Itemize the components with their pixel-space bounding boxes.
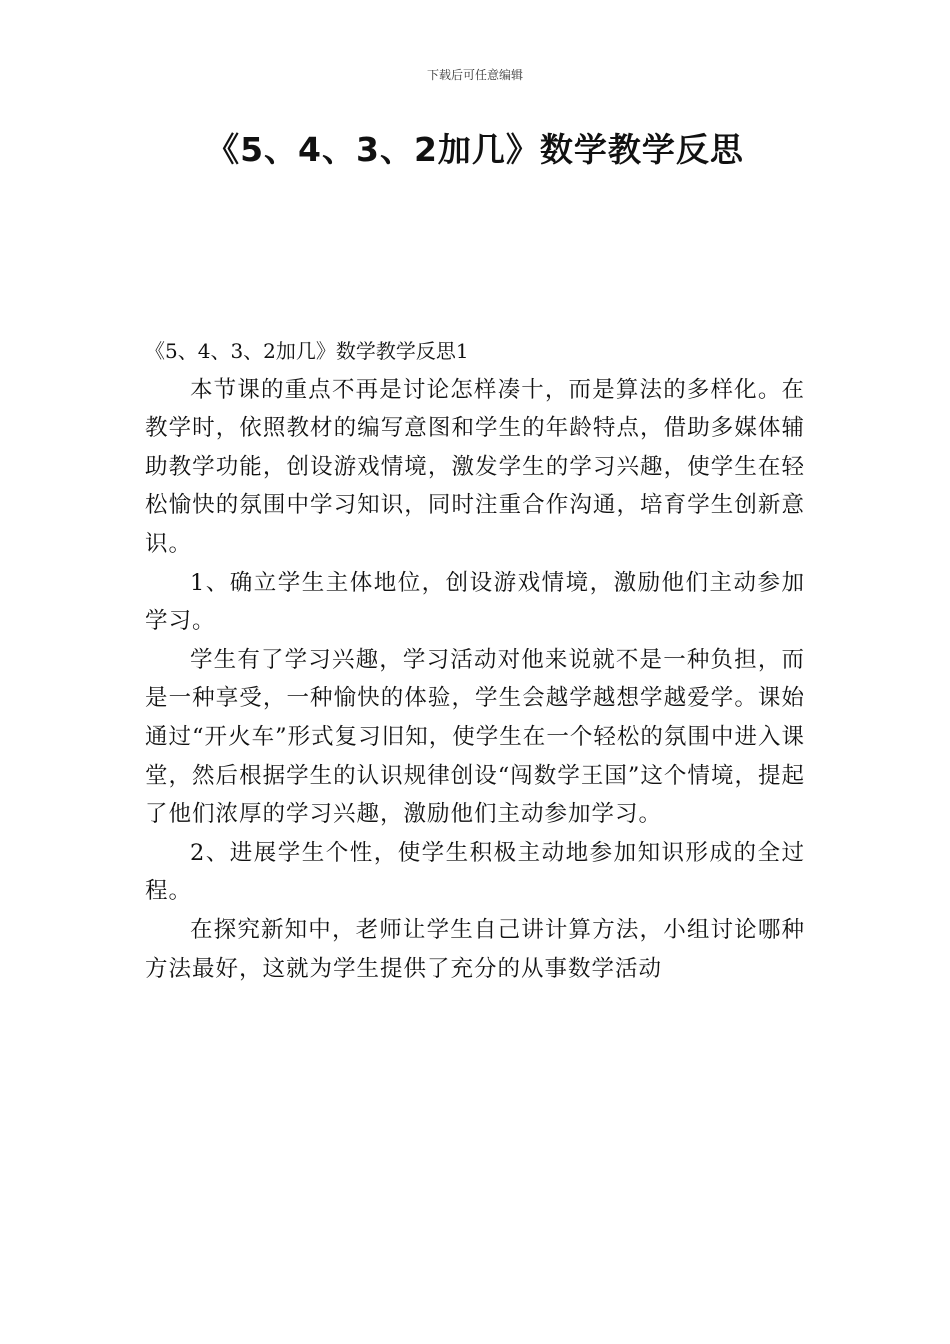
paragraph: 本节课的重点不再是讨论怎样凑十，而是算法的多样化。在教学时，依照教材的编写意图和学生的年龄特点，借助多媒体辅助教学功能，创设游戏情境，激发学生的学习兴趣，使学生在轻松愉快的氛围中学习知识，同时注重合作沟通，培育学生创新意识。 <box>145 376 805 557</box>
header-note: 下载后可任意编辑 <box>426 68 523 82</box>
paragraph: 在探究新知中，老师让学生自己讲计算方法，小组讨论哪种方法最好，这就为学生提供了充分的从事数学活动 <box>145 916 805 982</box>
paragraph: 2、进展学生个性，使学生积极主动地参加知识形成的全过程。 <box>145 839 805 905</box>
section-title: 《5、4、3、2加几》数学教学反思1 <box>145 339 469 363</box>
document-title: 《5、4、3、2加几》数学教学反思 <box>206 130 744 169</box>
document-body <box>145 332 805 988</box>
paragraph: 学生有了学习兴趣，学习活动对他来说就不是一种负担，而是一种享受，一种愉快的体验，学生会越学越想学越爱学。课始通过“开火车”形式复习旧知，使学生在一个轻松的氛围中进入课堂，然后根据学生的认识规律创设“闯数学王国”这个情境，提起了他们浓厚的学习兴趣，激励他们主动参加学习。 <box>145 646 805 828</box>
paragraph: 1、确立学生主体地位，创设游戏情境，激励他们主动参加学习。 <box>145 569 805 635</box>
